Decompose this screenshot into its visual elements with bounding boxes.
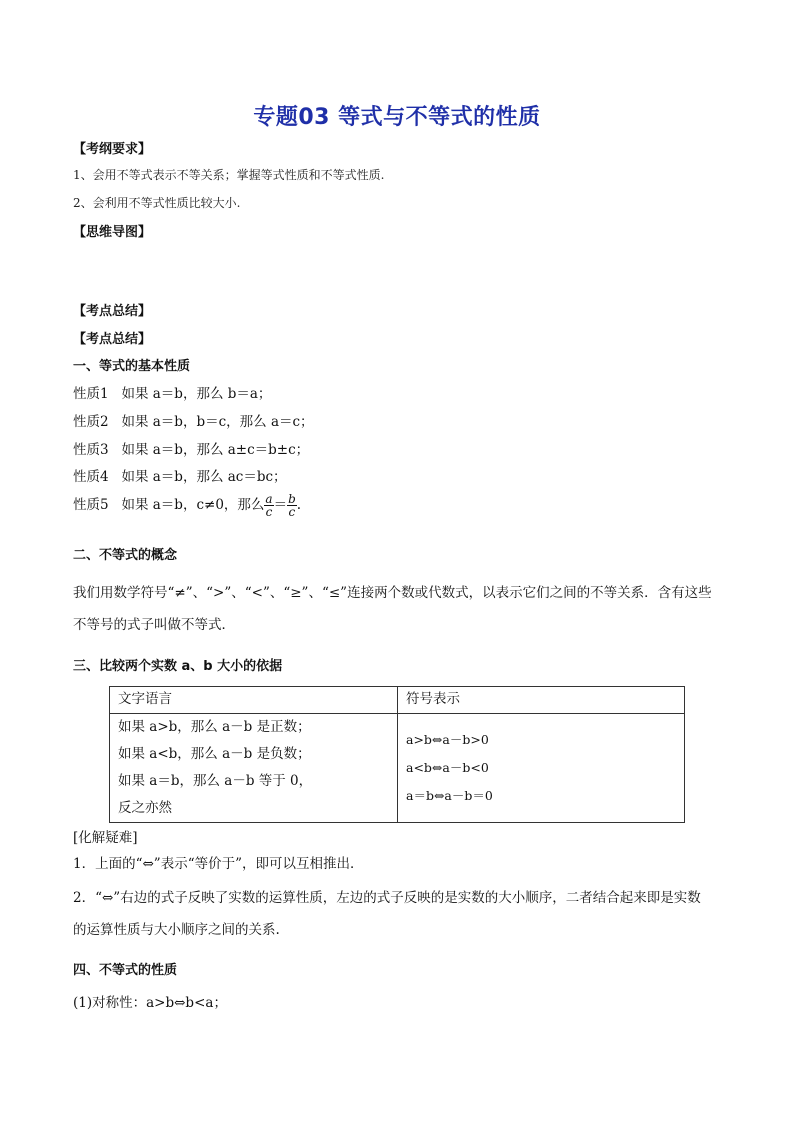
property-label: 性质1: [73, 386, 109, 402]
table-text-row: 如果 a＝b，那么 a－b 等于 0，: [118, 773, 313, 789]
property-3: [73, 438, 309, 458]
property-label: 性质4: [73, 469, 109, 485]
kaogang-heading: 【考纲要求】: [73, 142, 152, 157]
table-symbol-row: a＝b⇔a－b＝0: [406, 788, 493, 803]
property-text: 如果 a＝b，那么 ac＝bc；: [121, 469, 287, 485]
note-heading: [化解疑难]: [73, 830, 138, 846]
property-text: 如果 a＝b，c≠0，那么: [121, 497, 265, 513]
part4-heading: 四、不等式的性质: [73, 963, 178, 978]
property-1: [73, 382, 271, 402]
kaogang-item-2: 2、会利用不等式性质比较大小.: [73, 196, 241, 210]
note-1: 1．上面的“⇔”表示“等价于”，即可以互相推出．: [73, 856, 364, 872]
property-4: [73, 465, 287, 485]
part2-paragraph-line-1: 我们用数学符号“≠”、“>”、“<”、“≥”、“≤”连接两个数或代数式，以表示它们之间的不等关系．含有这些: [73, 585, 712, 601]
equals-sign: ＝: [273, 497, 288, 513]
fraction-a-over-c: $\frac{a}{c}$: [265, 492, 273, 519]
table-symbol-row: a<b⇔a－b<0: [406, 760, 489, 775]
note-2-line-1: 2．“⇔”右边的式子反映了实数的运算性质，左边的式子反映的是实数的大小顺序，二者结合起来即是实数: [73, 890, 701, 906]
kaodian-heading-2: 【考点总结】: [73, 332, 152, 347]
note-2-line-2: 的运算性质与大小顺序之间的关系.: [73, 922, 280, 938]
part3-heading: 三、比较两个实数 a、b 大小的依据: [73, 659, 283, 674]
period: .: [296, 497, 302, 513]
property-label: 性质3: [73, 442, 109, 458]
part2-paragraph-line-2: 不等号的式子叫做不等式．: [73, 617, 235, 633]
kaogang-item-1: 1、会用不等式表示不等关系；掌握等式性质和不等式性质.: [73, 168, 385, 182]
property-text: 如果 a＝b，那么 a±c＝b±c；: [121, 442, 310, 458]
table-text-row: 如果 a>b，那么 a－b 是正数；: [118, 719, 311, 735]
kaodian-heading-1: 【考点总结】: [73, 304, 152, 319]
part4-item-1: (1)对称性：a>b⇔b<a；: [73, 995, 227, 1011]
siwei-heading: 【思维导图】: [73, 225, 152, 240]
table-header-symbol: 符号表示: [398, 687, 685, 714]
table-text-row: 如果 a<b，那么 a－b 是负数；: [118, 746, 311, 762]
table-cell-symbol: [398, 714, 685, 823]
comparison-table: [109, 686, 685, 823]
page-title: 专题03 等式与不等式的性质: [253, 105, 541, 130]
property-text: 如果 a＝b，b＝c，那么 a＝c；: [121, 414, 314, 430]
table-text-row: 反之亦然: [118, 800, 172, 816]
property-2: [73, 410, 314, 430]
table-cell-text-language: [110, 714, 398, 823]
fraction-b-over-c: $\frac{b}{c}$: [288, 492, 296, 519]
property-label: 性质5: [73, 497, 109, 513]
table-symbol-row: a>b⇔a－b>0: [406, 732, 489, 747]
property-5: [73, 493, 301, 518]
part2-heading: 二、不等式的概念: [73, 548, 178, 563]
part1-heading: 一、等式的基本性质: [73, 359, 191, 374]
table-header-text-language: 文字语言: [110, 687, 398, 714]
property-label: 性质2: [73, 414, 109, 430]
property-text: 如果 a＝b，那么 b＝a；: [121, 386, 272, 402]
